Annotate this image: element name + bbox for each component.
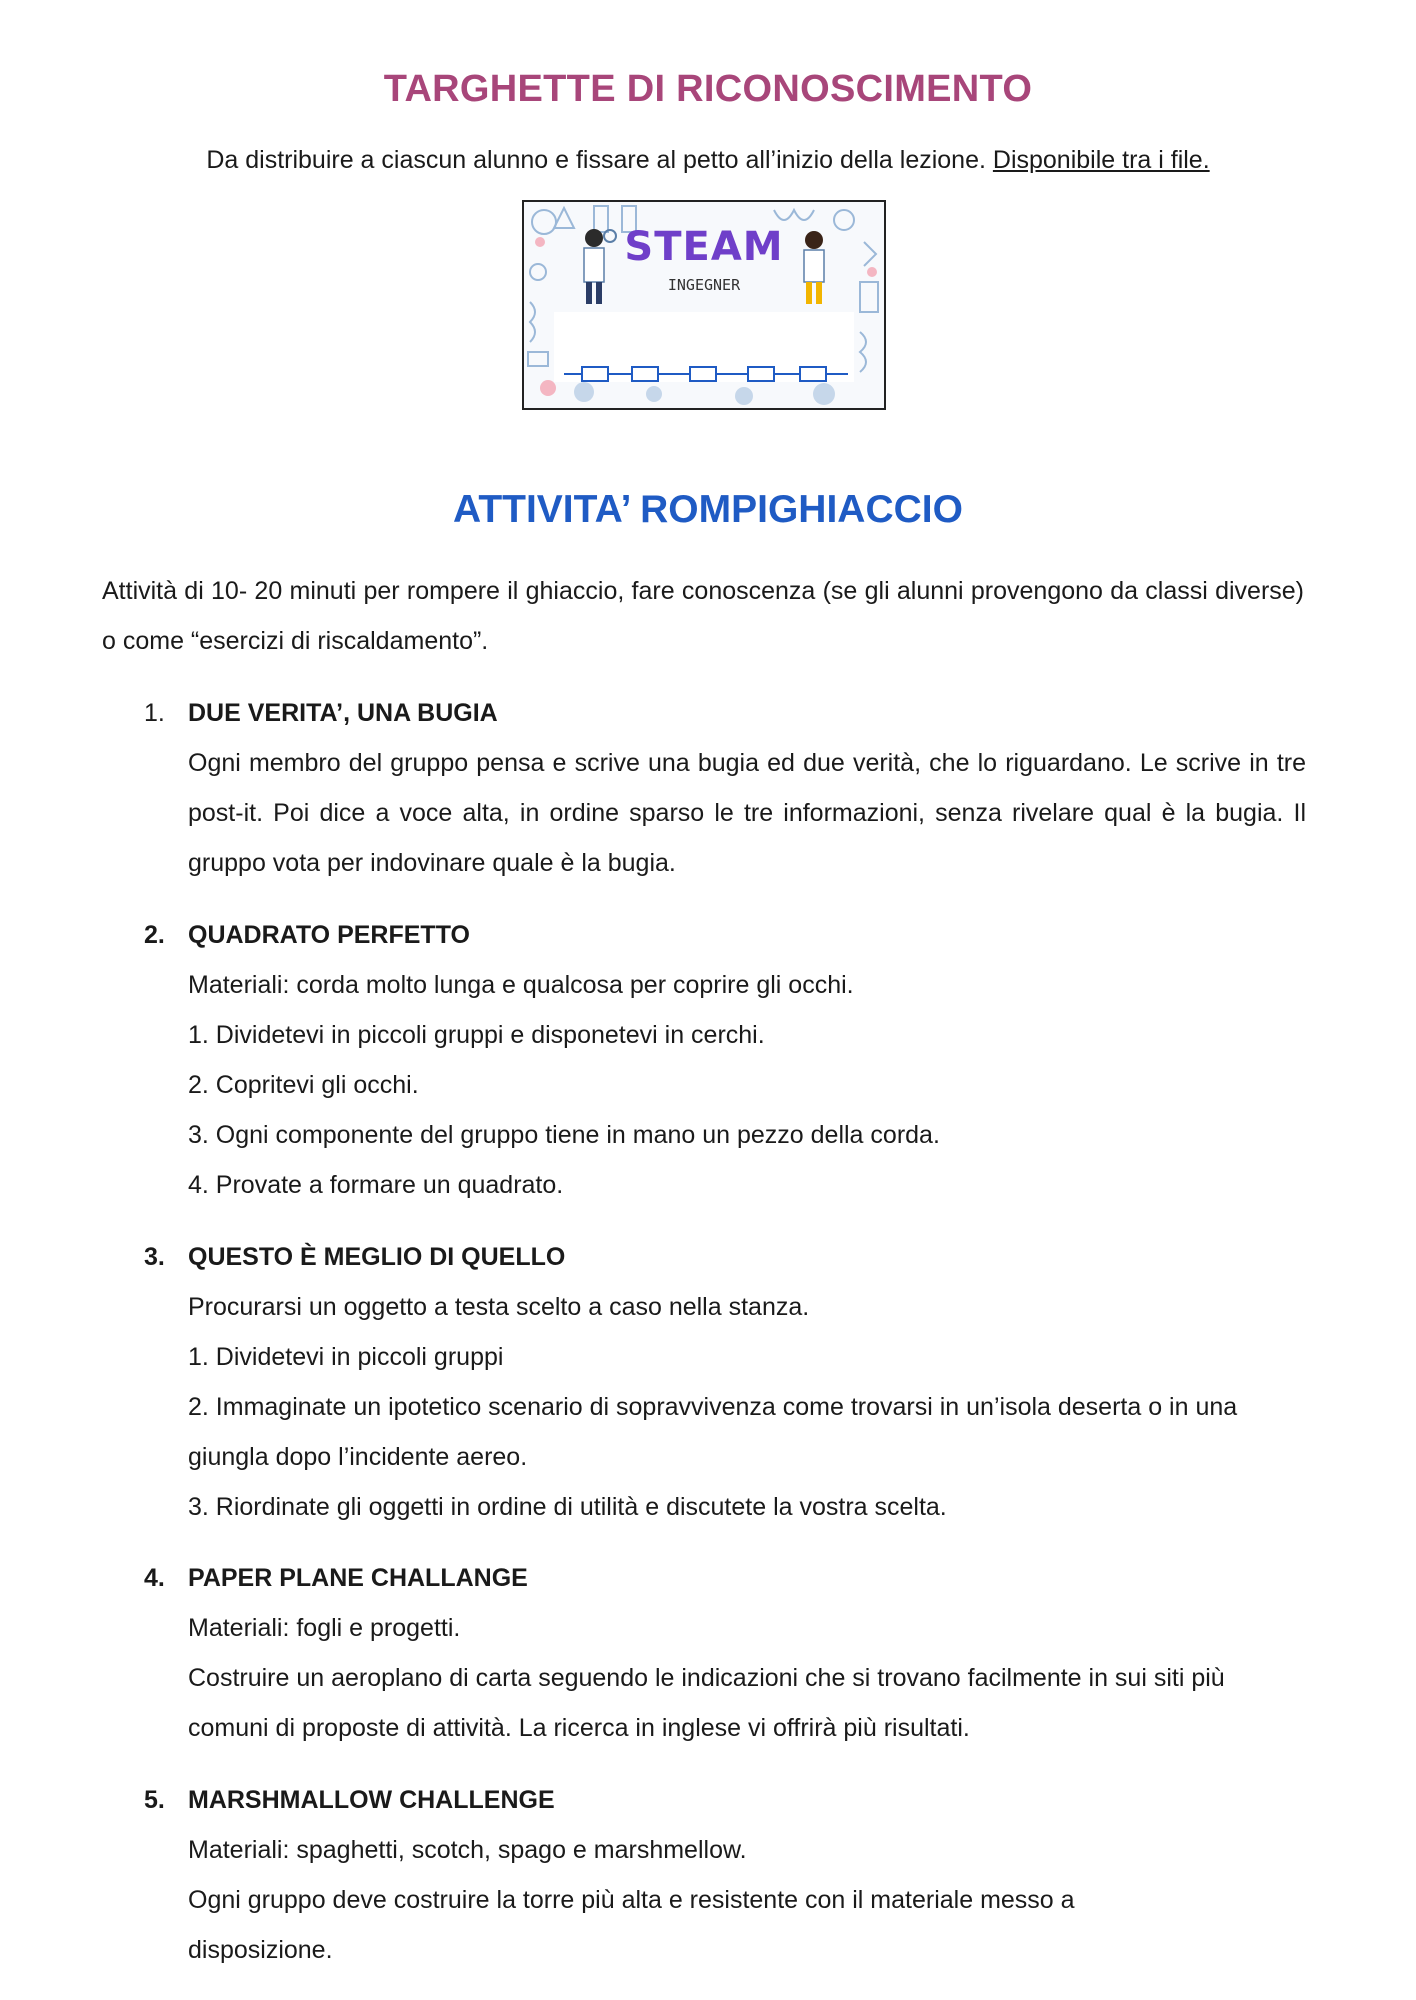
icebreaker-intro: Attività di 10- 20 minuti per rompere il ghiaccio, fare conoscenza (se gli alunni provengono da classi diverse) o come “esercizi di riscaldamento”.: [102, 577, 1304, 655]
activity-header: [144, 1232, 1306, 1282]
activity-body: [188, 1603, 1306, 1753]
activity-header: [144, 1553, 1306, 1603]
files-link[interactable]: Disponibile tra i file.: [992, 146, 1210, 174]
activity-body: [188, 1282, 1306, 1532]
activity-line: Materiali: fogli e progetti.: [188, 1614, 461, 1642]
activity-header: [144, 1775, 1306, 1825]
activity-number: 3.: [144, 1243, 165, 1271]
activity-line: 2. Immaginate un ipotetico scenario di sopravvivenza come trovarsi in un’isola deserta o in una giungla dopo l’incidente aereo.: [188, 1393, 1238, 1471]
name-tags-subtitle: [0, 146, 1416, 175]
activity-5: [144, 1775, 1306, 1975]
activity-line: Ogni membro del gruppo pensa e scrive una bugia ed due verità, che lo riguardano. Le scrive in tre post-it. Poi dice a voce alta, in ordine sparso le tre informazioni, senza rivelare qual è la bugia. Il gruppo vota per indovinare quale è la bugia.: [188, 749, 1306, 877]
activity-number: 2.: [144, 921, 165, 949]
activity-number: 5.: [144, 1786, 165, 1814]
activity-1: [144, 688, 1306, 888]
subtitle-text: Da distribuire a ciascun alunno e fissare al petto all’inizio della lezione.: [206, 146, 986, 174]
activity-number: 1.: [144, 699, 165, 727]
activity-line: Materiali: corda molto lunga e qualcosa per coprire gli occhi.: [188, 971, 854, 999]
activity-title: DUE VERITA’, UNA BUGIA: [188, 699, 498, 727]
name-tags-title: TARGHETTE DI RICONOSCIMENTO: [383, 68, 1033, 110]
activity-line: Ogni gruppo deve costruire la torre più alta e resistente con il materiale messo a disposizione.: [188, 1886, 1075, 1964]
activity-number: 4.: [144, 1564, 165, 1592]
activity-line: 4. Provate a formare un quadrato.: [188, 1171, 564, 1199]
activity-4: [144, 1553, 1306, 1753]
steam-badge-image: [522, 200, 886, 410]
activity-line: 3. Ogni componente del gruppo tiene in mano un pezzo della corda.: [188, 1121, 940, 1149]
activity-title: QUADRATO PERFETTO: [188, 921, 470, 949]
activity-header: [144, 688, 1306, 738]
activity-body: [188, 1825, 1306, 1975]
activity-title: PAPER PLANE CHALLANGE: [188, 1564, 528, 1592]
badge-title: STEAM: [624, 224, 784, 270]
activity-title: MARSHMALLOW CHALLENGE: [188, 1786, 555, 1814]
icebreaker-title: ATTIVITA’ ROMPIGHIACCIO: [453, 488, 963, 531]
activity-line: Materiali: spaghetti, scotch, spago e marshmellow.: [188, 1836, 747, 1864]
activity-line: 1. Dividetevi in piccoli gruppi: [188, 1343, 504, 1371]
activity-body: [188, 738, 1306, 888]
activity-body: [188, 960, 1306, 1210]
activity-line: 1. Dividetevi in piccoli gruppi e disponetevi in cerchi.: [188, 1021, 765, 1049]
activity-line: Costruire un aeroplano di carta seguendo le indicazioni che si trovano facilmente in sui siti più comuni di proposte di attività. La ricerca in inglese vi offrirà più risultati.: [188, 1664, 1225, 1742]
activity-header: [144, 910, 1306, 960]
activity-2: [144, 910, 1306, 1210]
activity-3: [144, 1232, 1306, 1532]
activity-line: 2. Copritevi gli occhi.: [188, 1071, 419, 1099]
activity-line: Procurarsi un oggetto a testa scelto a caso nella stanza.: [188, 1293, 810, 1321]
activity-line: 3. Riordinate gli oggetti in ordine di utilità e discutete la vostra scelta.: [188, 1493, 947, 1521]
activity-title: QUESTO È MEGLIO DI QUELLO: [188, 1243, 566, 1271]
badge-subtitle: INGEGNER: [667, 276, 741, 294]
